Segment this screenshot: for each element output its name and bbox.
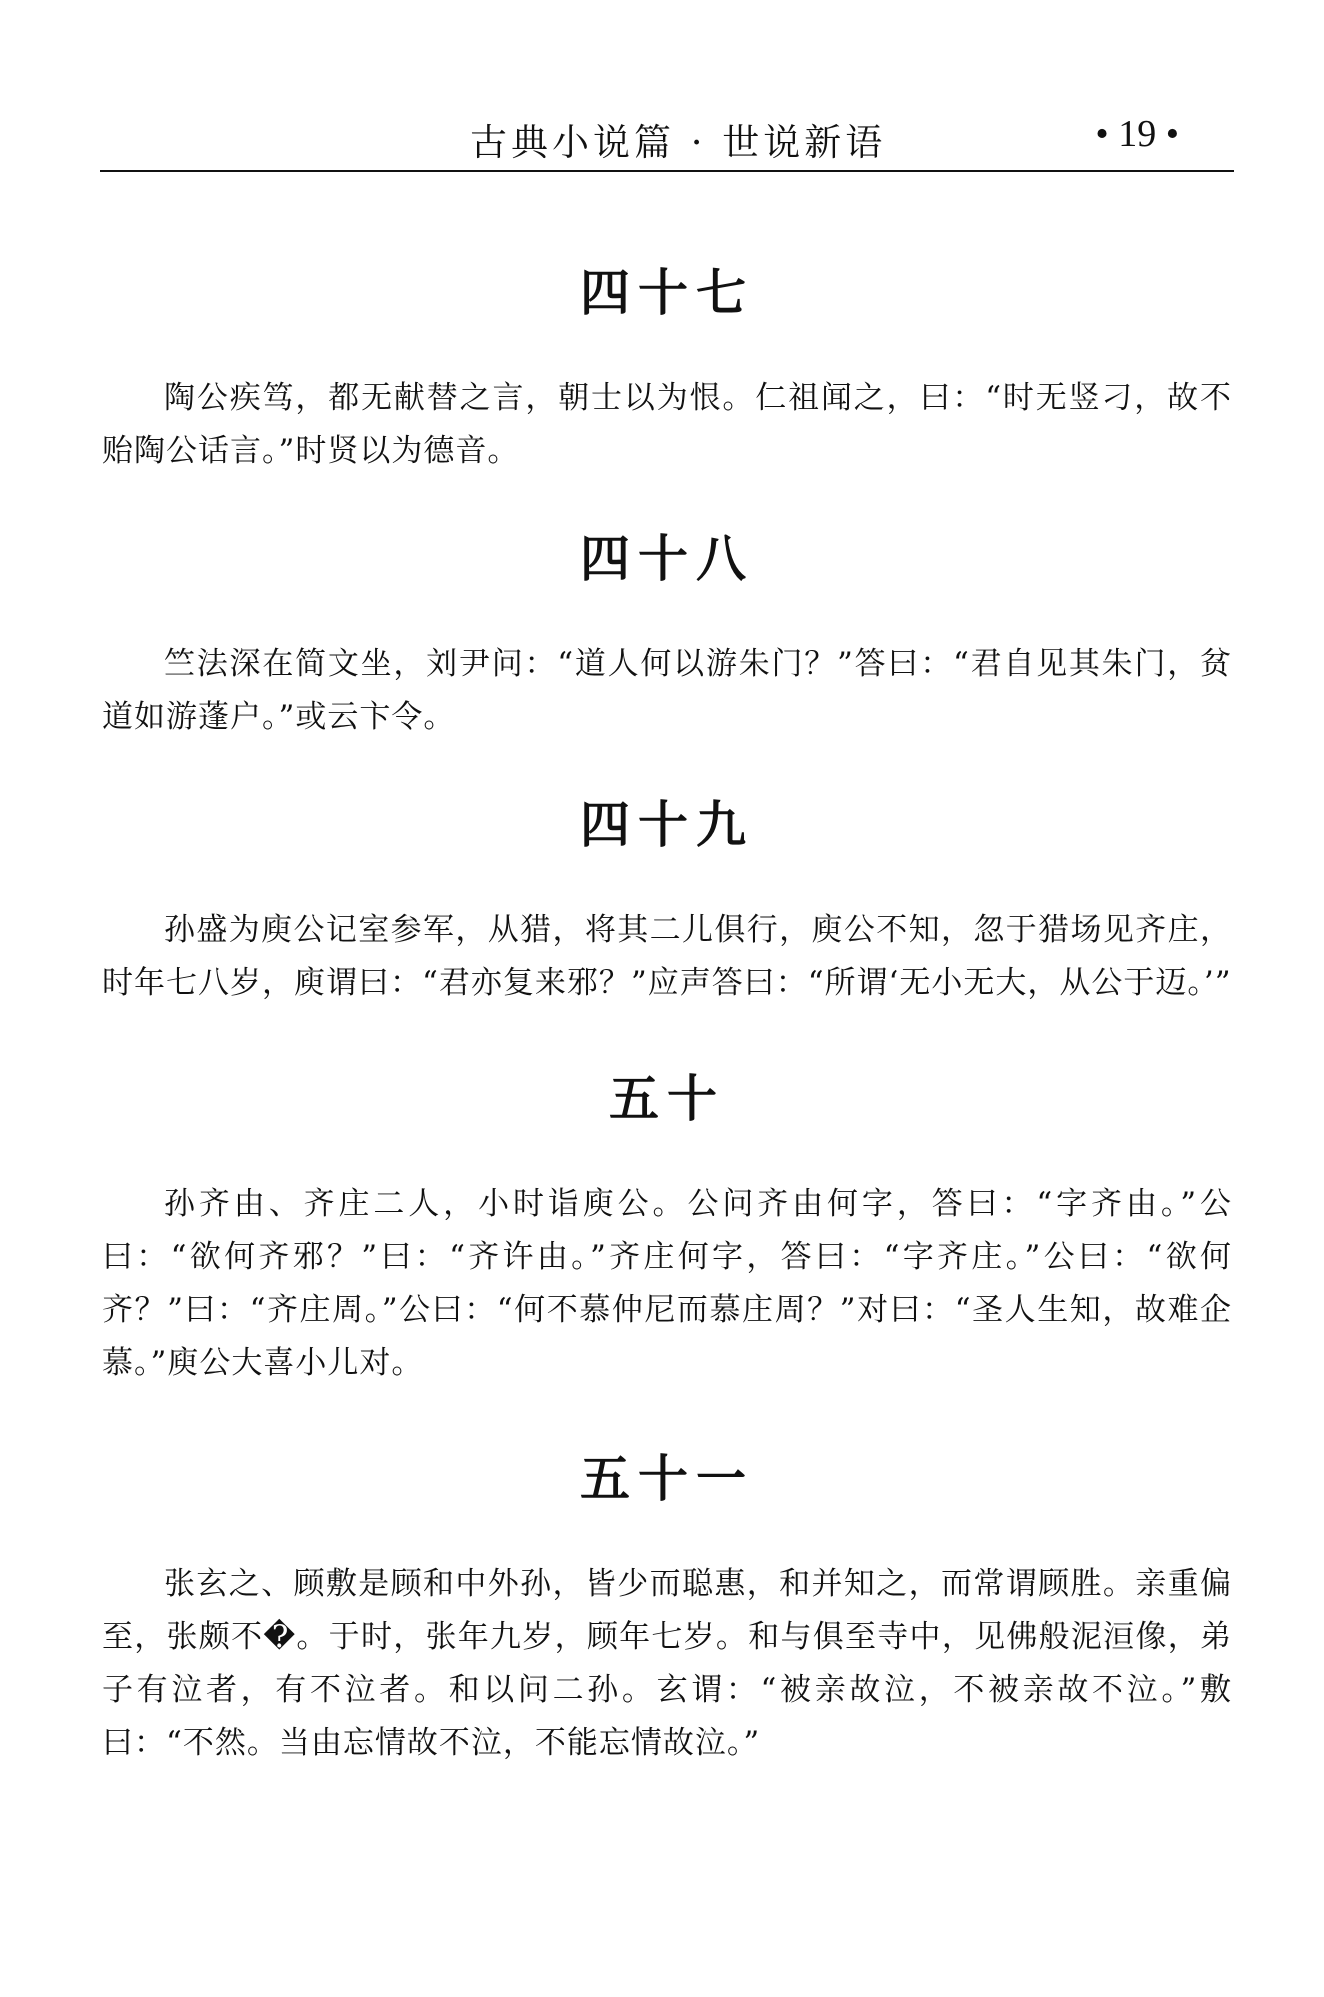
section-text: 陶公疾笃，都无献替之言，朝士以为恨。仁祖闻之，曰：“时无竖刁，故不贻陶公话言。”时贤以为德音。 xyxy=(102,380,1232,469)
section-text: 竺法深在简文坐，刘尹问：“道人何以游朱门？”答曰：“君自见其朱门，贫道如游蓬户。”或云卞令。 xyxy=(102,646,1232,735)
section-50 xyxy=(102,1066,1232,1390)
section-text: 孙盛为庾公记室参军，从猎，将其二儿俱行，庾公不知，忽于猎场见齐庄，时年七八岁，庾谓曰：“君亦复来邪？”应声答曰：“所谓‘无小无大，从公于迈。’” xyxy=(102,912,1232,1001)
section-48 xyxy=(102,526,1232,744)
page-number: • 19 • xyxy=(1095,113,1179,155)
section-51 xyxy=(102,1446,1232,1770)
page-header xyxy=(100,100,1234,172)
section-49 xyxy=(102,792,1232,1010)
section-heading: 五十一 xyxy=(580,1450,754,1508)
section-heading: 四十九 xyxy=(580,796,754,854)
section-text: 孙齐由、齐庄二人，小时诣庾公。公问齐由何字，答曰：“字齐由。”公曰：“欲何齐邪？”曰：“齐许由。”齐庄何字，答曰：“字齐庄。”公曰：“欲何齐？”曰：“齐庄周。”公曰：“何不慕仲尼而慕庄周？”对曰：“圣人生知，故难企慕。”庾公大喜小儿对。 xyxy=(102,1186,1232,1381)
section-heading: 四十八 xyxy=(580,530,754,588)
section-text: 张玄之、顾敷是顾和中外孙，皆少而聪惠，和并知之，而常谓顾胜。亲重偏至，张颇不�。于时，张年九岁，顾年七岁。和与俱至寺中，见佛般泥洹像，弟子有泣者，有不泣者。和以问二孙。玄谓：“被亲故泣，不被亲故不泣。”敷曰：“不然。当由忘情故不泣，不能忘情故泣。” xyxy=(102,1566,1232,1761)
section-heading: 四十七 xyxy=(580,264,754,322)
section-heading: 五十 xyxy=(609,1070,725,1128)
running-title: 古典小说篇 · 世说新语 xyxy=(470,121,887,164)
section-47 xyxy=(102,260,1232,478)
page-content xyxy=(102,260,1232,1818)
